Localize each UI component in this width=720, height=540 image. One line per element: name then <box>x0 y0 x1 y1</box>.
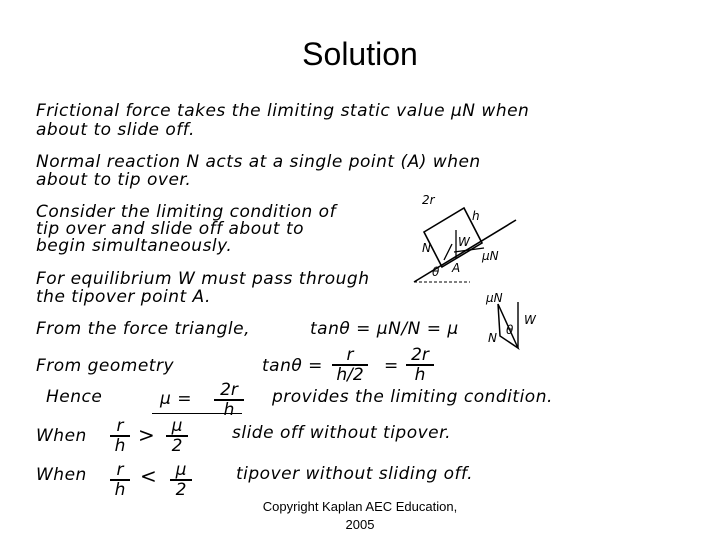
fraction-numerator: 2r <box>406 346 434 366</box>
fraction-numerator: r <box>110 417 130 437</box>
triangle-label-mun: μN <box>486 291 503 305</box>
fraction-r-over-h-2 <box>110 461 130 499</box>
slide-title: Solution <box>302 36 418 72</box>
less-than-sign: < <box>140 464 158 488</box>
fraction-numerator: r <box>110 461 130 481</box>
text-line-geometry: From geometry <box>36 356 175 376</box>
text-line-normal: Normal reaction N acts at a single point (A) when <box>36 152 481 172</box>
text-line-equilibrium: For equilibrium W must pass through <box>36 269 370 289</box>
text-slide-off: slide off without tipover. <box>232 423 451 443</box>
greater-than-sign: > <box>138 423 156 447</box>
fraction-mu-over-2-1 <box>166 417 188 455</box>
fraction-r-over-h2 <box>332 346 368 384</box>
text-tipover: tipover without sliding off. <box>236 464 474 484</box>
text-when-2: When <box>36 465 87 485</box>
fraction-2r-over-h <box>406 346 434 384</box>
equation-tan-geometry: tanθ = <box>262 356 323 376</box>
underline <box>152 413 242 414</box>
fraction-r-over-h-1 <box>110 417 130 455</box>
copyright-line-1: Copyright Kaplan AEC Education, <box>262 499 458 514</box>
label-w: W <box>458 235 470 249</box>
label-theta: θ <box>432 265 440 279</box>
triangle-label-n: N <box>488 331 497 345</box>
text-line-consider: Consider the limiting condition of <box>36 202 337 222</box>
fraction-numerator: μ <box>166 417 188 437</box>
text-limiting-condition: provides the limiting condition. <box>272 387 553 407</box>
fraction-denominator: h <box>114 480 126 500</box>
label-h: h <box>472 209 480 223</box>
text-line-normal-2: about to tip over. <box>36 170 192 190</box>
fraction-denominator: 2 <box>175 480 187 500</box>
fraction-numerator: μ <box>170 461 192 481</box>
fraction-denominator: h <box>223 400 235 420</box>
text-line-consider-2: tip over and slide off about to <box>36 219 305 239</box>
text-line-friction: Frictional force takes the limiting static value μN when <box>36 101 530 121</box>
fraction-mu-over-2-2 <box>170 461 192 499</box>
force-triangle-diagram <box>482 290 542 360</box>
text-hence: Hence <box>46 387 103 407</box>
label-2r: 2r <box>422 193 435 207</box>
equation-mu: μ = <box>160 389 192 409</box>
equals-sign: = <box>384 356 399 376</box>
fraction-numerator: r <box>332 346 368 366</box>
fraction-denominator: h <box>414 365 426 385</box>
equation-tan-force: tanθ = μN/N = μ <box>310 319 459 339</box>
label-mun: μN <box>482 249 499 263</box>
copyright-footer <box>0 498 720 534</box>
normal-arrow <box>444 244 452 260</box>
fraction-denominator: h/2 <box>336 365 364 385</box>
text-line-equilibrium-2: the tipover point A. <box>36 287 211 307</box>
block-on-incline-diagram <box>410 190 520 290</box>
text-line-force-triangle: From the force triangle, <box>36 319 250 339</box>
text-line-friction-2: about to slide off. <box>36 120 195 140</box>
triangle-label-theta: θ <box>506 323 514 337</box>
fraction-numerator: 2r <box>214 381 244 401</box>
fraction-denominator: h <box>114 436 126 456</box>
triangle-label-w: W <box>524 313 536 327</box>
label-n: N <box>422 241 431 255</box>
text-when-1: When <box>36 426 87 446</box>
label-a: A <box>452 261 461 275</box>
fraction-denominator: 2 <box>171 436 183 456</box>
text-line-consider-3: begin simultaneously. <box>36 236 233 256</box>
copyright-line-2: 2005 <box>345 517 375 532</box>
